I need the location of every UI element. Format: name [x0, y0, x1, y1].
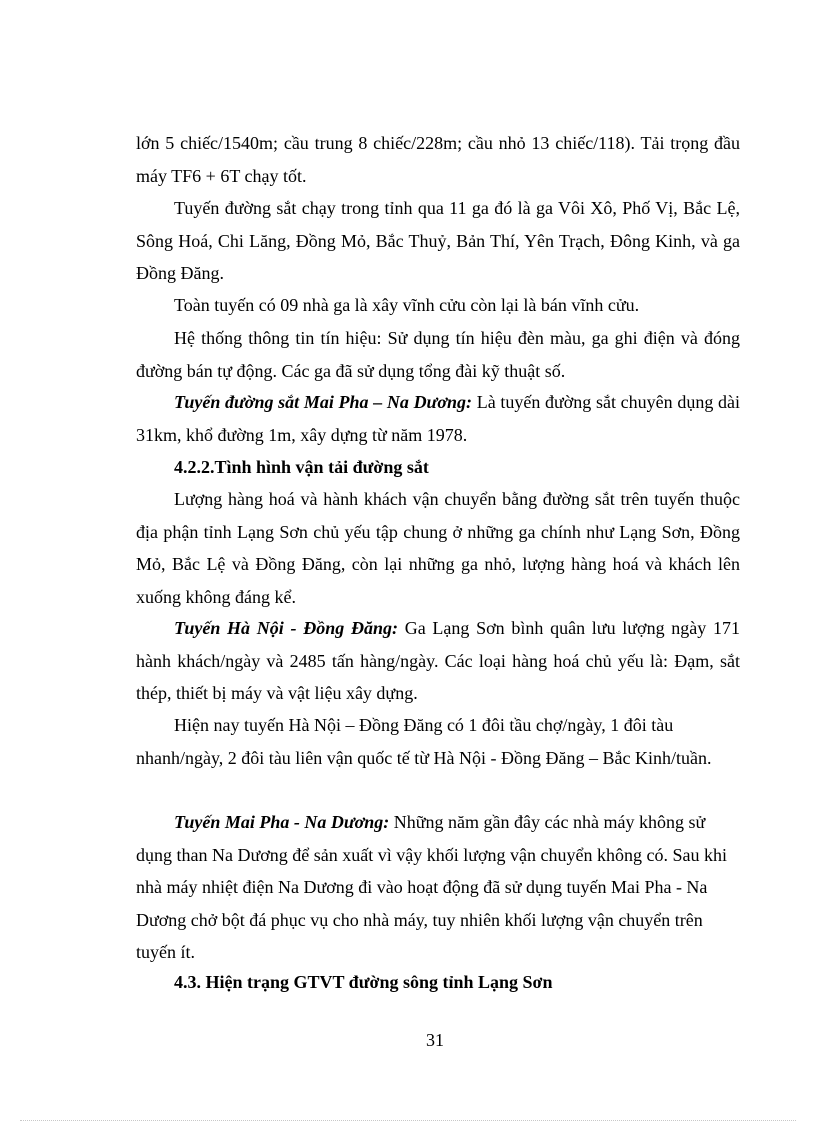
- paragraph-text: Là tuyến đường sắt chuyên dụng dài 31km, khổ đường 1m, xây dựng từ năm 1978.: [136, 392, 740, 445]
- paragraph-mai-pha-na-duong: [136, 806, 740, 969]
- paragraph-ha-noi-dong-dang: [136, 612, 740, 710]
- paragraph-bridges: lớn 5 chiếc/1540m; cầu trung 8 chiếc/228m; cầu nhỏ 13 chiếc/118). Tải trọng đầu máy TF6 + 6T chạy tốt.: [136, 133, 740, 186]
- paragraph-lead: Tuyến Hà Nội - Đồng Đăng:: [174, 618, 398, 638]
- page-number: 31: [426, 1030, 444, 1050]
- paragraph-mai-pha-line: [136, 386, 740, 451]
- paragraph-train-schedule: Hiện nay tuyến Hà Nội – Đồng Đăng có 1 đôi tầu chợ/ngày, 1 đôi tàu nhanh/ngày, 2 đôi tàu liên vận quốc tế từ Hà Nội - Đồng Đăng – Bắc Kinh/tuần.: [136, 715, 712, 768]
- paragraph-traffic-volume: Lượng hàng hoá và hành khách vận chuyển bằng đường sắt trên tuyến thuộc địa phận tỉnh Lạng Sơn chủ yếu tập chung ở những ga chính như Lạng Sơn, Đồng Mỏ, Bắc Lệ và Đồng Đăng, còn lại những ga nhỏ, lượng hàng hoá và khách lên xuống không đáng kể.: [136, 489, 740, 607]
- paragraph-signalling: Hệ thống thông tin tín hiệu: Sử dụng tín hiệu đèn màu, ga ghi điện và đóng đường bán tự động. Các ga đã sử dụng tổng đài kỹ thuật số.: [136, 328, 740, 381]
- paragraph-station-buildings: Toàn tuyến có 09 nhà ga là xây vĩnh cửu còn lại là bán vĩnh cửu.: [174, 295, 640, 315]
- footer-divider: [20, 1120, 796, 1121]
- paragraph-text: Ga Lạng Sơn bình quân lưu lượng ngày 171 hành khách/ngày và 2485 tấn hàng/ngày. Các loại hàng hoá chủ yếu là: Đạm, sắt thép, thiết bị máy và vật liệu xây dựng.: [136, 618, 741, 703]
- section-heading-4-2-2: 4.2.2.Tình hình vận tải đường sắt: [174, 457, 429, 477]
- paragraph-lead: Tuyến đường sắt Mai Pha – Na Dương:: [174, 392, 473, 412]
- section-heading-4-3: 4.3. Hiện trạng GTVT đường sông tỉnh Lạng Sơn: [174, 972, 553, 992]
- paragraph-text: Những năm gần đây các nhà máy không sử dụng than Na Dương để sản xuất vì vậy khối lượng vận chuyển không có. Sau khi nhà máy nhiệt điện Na Dương đi vào hoạt động đã sử dụng tuyến Mai Pha - Na Dương chở bột đá phục vụ cho nhà máy, tuy nhiên khối lượng vận chuyển trên tuyến ít.: [136, 812, 727, 962]
- paragraph-lead: Tuyến Mai Pha - Na Dương:: [174, 812, 390, 832]
- paragraph-stations: Tuyến đường sắt chạy trong tỉnh qua 11 ga đó là ga Vôi Xô, Phố Vị, Bắc Lệ, Sông Hoá, Chi Lăng, Đồng Mỏ, Bắc Thuỷ, Bản Thí, Yên Trạch, Đông Kinh, và ga Đồng Đăng.: [136, 198, 740, 283]
